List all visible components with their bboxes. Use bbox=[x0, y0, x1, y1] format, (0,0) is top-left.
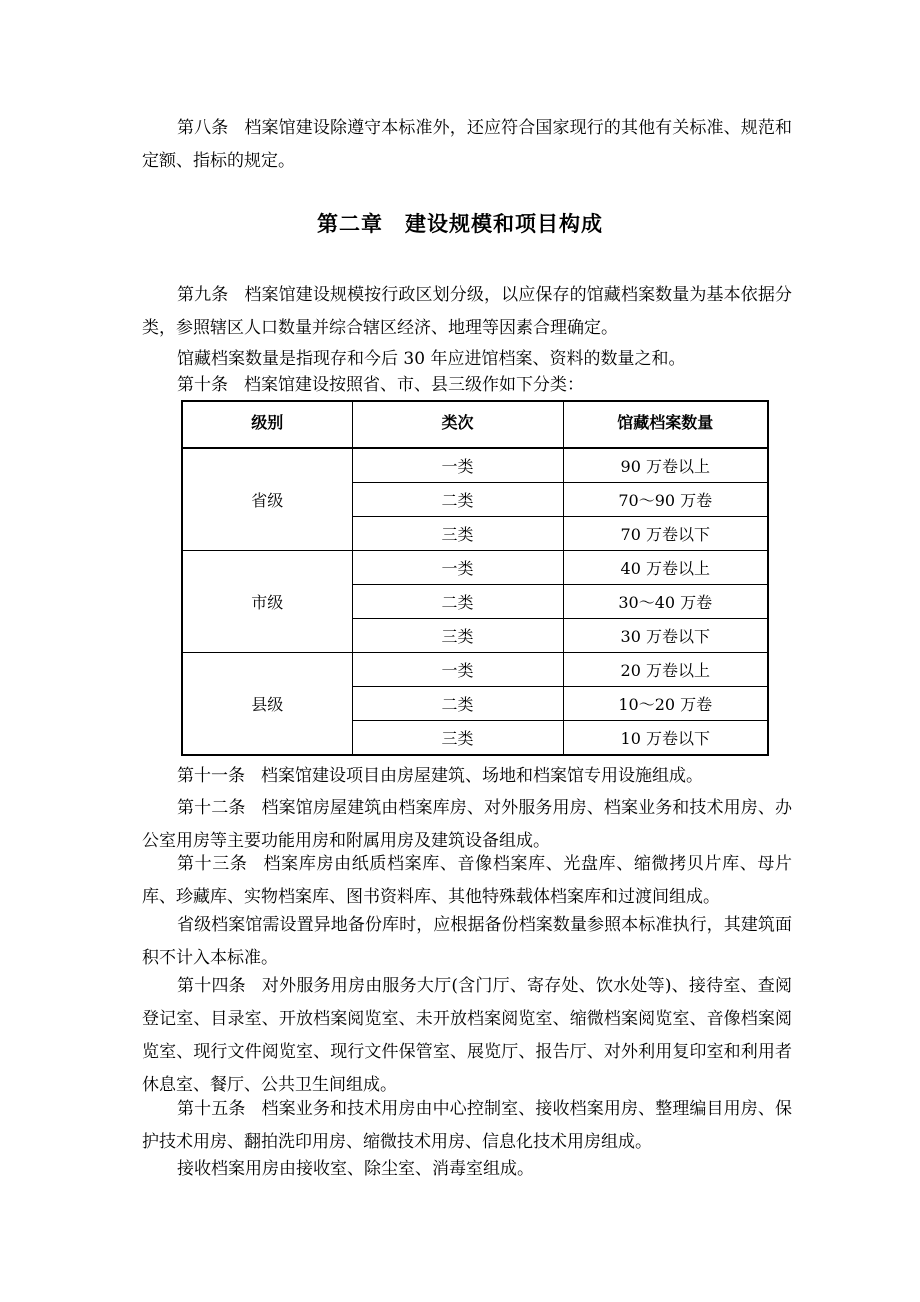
amount-cell: 30 万卷以下 bbox=[563, 619, 768, 653]
article-number: 第十二条 bbox=[177, 798, 246, 818]
article-number: 第十一条 bbox=[177, 766, 245, 786]
classification-table bbox=[181, 400, 769, 756]
article-number: 第十五条 bbox=[177, 1099, 246, 1119]
amount-cell: 70～90 万卷 bbox=[563, 483, 768, 517]
class-cell: 二类 bbox=[352, 687, 563, 721]
article-text: 档案库房由纸质档案库、音像档案库、光盘库、缩微拷贝片库、母片库、珍藏库、实物档案库、图书资料库、其他特殊载体档案库和过渡间组成。 bbox=[142, 854, 793, 907]
article-text: 档案馆建设规模按行政区划分级，以应保存的馆藏档案数量为基本依据分类，参照辖区人口数量并综合辖区经济、地理等因素合理确定。 bbox=[142, 285, 793, 338]
chapter-title: 第二章 建设规模和项目构成 bbox=[317, 212, 603, 236]
article-text: 档案业务和技术用房由中心控制室、接收档案用房、整理编目用房、保护技术用房、翻拍洗印用房、缩微技术用房、信息化技术用房组成。 bbox=[142, 1099, 793, 1152]
article-number: 第十三条 bbox=[177, 854, 248, 874]
article-14 bbox=[142, 970, 792, 1102]
note-15: 接收档案用房由接收室、除尘室、消毒室组成。 bbox=[177, 1159, 534, 1179]
class-cell: 一类 bbox=[352, 653, 563, 687]
amount-cell: 40 万卷以上 bbox=[563, 551, 768, 585]
article-number: 第九条 bbox=[177, 285, 229, 305]
article-10 bbox=[142, 369, 792, 402]
class-cell: 二类 bbox=[352, 585, 563, 619]
article-text: 档案馆建设按照省、市、县三级作如下分类： bbox=[244, 375, 584, 395]
note-13: 省级档案馆需设置异地备份库时，应根据备份档案数量参照本标准执行，其建筑面积不计入本标准。 bbox=[142, 915, 792, 968]
header-amount: 馆藏档案数量 bbox=[563, 401, 768, 448]
table-row bbox=[182, 653, 768, 687]
amount-cell: 90 万卷以上 bbox=[563, 448, 768, 483]
article-text: 档案馆建设项目由房屋建筑、场地和档案馆专用设施组成。 bbox=[261, 766, 703, 786]
level-cell: 县级 bbox=[182, 653, 352, 756]
article-text: 档案馆房屋建筑由档案库房、对外服务用房、档案业务和技术用房、办公室用房等主要功能用房和附属用房及建筑设备组成。 bbox=[142, 798, 793, 851]
header-level: 级别 bbox=[182, 401, 352, 448]
table-row bbox=[182, 551, 768, 585]
article-9 bbox=[142, 279, 792, 345]
level-cell: 市级 bbox=[182, 551, 352, 653]
class-cell: 二类 bbox=[352, 483, 563, 517]
article-11 bbox=[142, 760, 792, 793]
header-class: 类次 bbox=[352, 401, 563, 448]
amount-cell: 10 万卷以下 bbox=[563, 721, 768, 756]
article-text: 档案馆建设除遵守本标准外，还应符合国家现行的其他有关标准、规范和定额、指标的规定。 bbox=[142, 118, 793, 171]
note-9: 馆藏档案数量是指现存和今后 30 年应进馆档案、资料的数量之和。 bbox=[177, 349, 686, 369]
amount-cell: 20 万卷以上 bbox=[563, 653, 768, 687]
article-13 bbox=[142, 848, 792, 914]
article-text: 对外服务用房由服务大厅(含门厅、寄存处、饮水处等)、接待室、查阅登记室、目录室、开放档案阅览室、未开放档案阅览室、缩微档案阅览室、音像档案阅览室、现行文件阅览室、现行文件保管室、展览厅、报告厅、对外利用复印室和利用者休息室、餐厅、公共卫生间组成。 bbox=[142, 976, 793, 1095]
article-8 bbox=[142, 112, 792, 178]
level-cell: 省级 bbox=[182, 448, 352, 551]
class-cell: 三类 bbox=[352, 619, 563, 653]
class-cell: 一类 bbox=[352, 551, 563, 585]
class-cell: 三类 bbox=[352, 721, 563, 756]
article-number: 第十四条 bbox=[177, 976, 246, 996]
amount-cell: 70 万卷以下 bbox=[563, 517, 768, 551]
article-15 bbox=[142, 1093, 792, 1159]
class-cell: 三类 bbox=[352, 517, 563, 551]
table-header-row bbox=[182, 401, 768, 448]
table-row bbox=[182, 448, 768, 483]
article-number: 第十条 bbox=[177, 375, 228, 395]
class-cell: 一类 bbox=[352, 448, 563, 483]
article-number: 第八条 bbox=[177, 118, 229, 138]
amount-cell: 30～40 万卷 bbox=[563, 585, 768, 619]
amount-cell: 10～20 万卷 bbox=[563, 687, 768, 721]
